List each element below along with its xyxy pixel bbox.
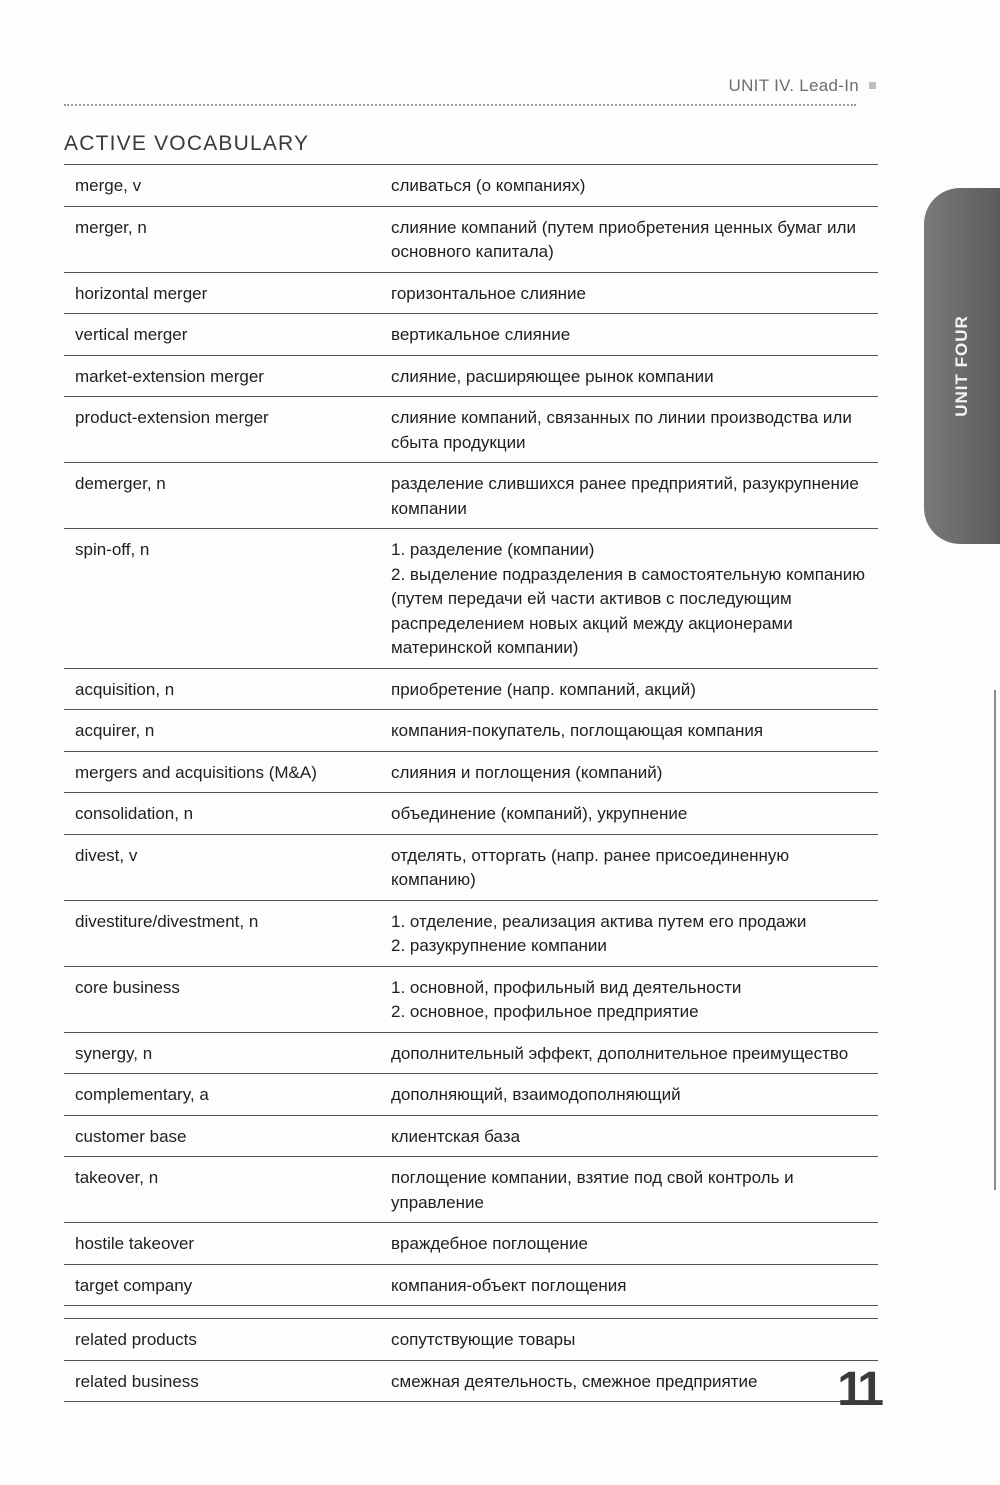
table-row	[64, 1033, 878, 1075]
term: merger, n	[75, 217, 147, 237]
vocabulary-table	[64, 164, 878, 1402]
table-row	[64, 1157, 878, 1223]
square-bullet-icon	[869, 82, 876, 89]
table-row	[64, 1361, 878, 1403]
term: spin-off, n	[75, 540, 150, 559]
definition: разделение слившихся ранее предприятий, разукрупнение компании	[391, 474, 859, 518]
term: synergy, n	[75, 1043, 153, 1063]
table-row	[64, 901, 878, 967]
definition-sense-1: 1. основной, профильный вид деятельности	[391, 977, 742, 997]
term: complementary, a	[75, 1085, 209, 1104]
definition: поглощение компании, взятие под свой контроль и управление	[391, 1168, 794, 1212]
table-row	[64, 397, 878, 463]
definition: отделять, отторгать (напр. ранее присоединенную компанию)	[391, 845, 790, 889]
unit-side-tab	[924, 188, 1000, 544]
table-row	[64, 1318, 878, 1361]
term: related business	[75, 1371, 199, 1391]
table-row	[64, 967, 878, 1033]
definition-sense-2: 2. разукрупнение компании	[391, 936, 607, 955]
table-row	[64, 752, 878, 794]
page-number: 11	[837, 1363, 880, 1416]
unit-side-tab-label: UNIT FOUR	[952, 315, 972, 417]
term: consolidation, n	[75, 804, 194, 823]
term: related products	[75, 1330, 197, 1349]
page-edge-mark	[994, 690, 996, 1190]
definition	[391, 976, 878, 1025]
table-row	[64, 207, 878, 273]
definition	[391, 538, 878, 661]
definition: слияние компаний (путем приобретения ценных бумаг или основного капитала)	[391, 217, 856, 261]
term: divestiture/divestment, n	[75, 911, 259, 931]
term: acquisition, n	[75, 679, 175, 699]
table-row	[64, 463, 878, 529]
term: target company	[75, 1275, 193, 1295]
definition: враждебное поглощение	[391, 1234, 588, 1253]
running-head	[64, 76, 876, 96]
definition: слияния и поглощения (компаний)	[391, 762, 663, 782]
definition: слияние, расширяющее рынок компании	[391, 366, 714, 386]
definition: объединение (компаний), укрупнение	[391, 804, 688, 823]
definition: компания-покупатель, поглощающая компания	[391, 721, 764, 740]
term: divest, v	[75, 845, 138, 865]
term: takeover, n	[75, 1168, 159, 1187]
definition-sense-2: 2. основное, профильное предприятие	[391, 1002, 699, 1021]
definition: сопутствующие товары	[391, 1330, 576, 1349]
section-title: ACTIVE VOCABULARY	[64, 132, 310, 155]
table-row	[64, 669, 878, 711]
term: core business	[75, 977, 180, 997]
definition: смежная деятельность, смежное предприятие	[391, 1371, 758, 1391]
term: customer base	[75, 1126, 187, 1146]
term: product-extension merger	[75, 408, 269, 427]
term: horizontal merger	[75, 283, 208, 303]
definition-sense-2: 2. выделение подразделения в самостоятельную компанию (путем передачи ей части активов с последующим распределением новых акций между акционерами материнской компании)	[391, 564, 866, 657]
table-row	[64, 529, 878, 669]
definition: вертикальное слияние	[391, 325, 571, 344]
table-row	[64, 1116, 878, 1158]
term: acquirer, n	[75, 721, 155, 740]
term: hostile takeover	[75, 1234, 195, 1253]
term: market-extension merger	[75, 366, 264, 386]
table-row	[64, 165, 878, 207]
definition: слияние компаний, связанных по линии производства или сбыта продукции	[391, 408, 852, 452]
definition: горизонтальное слияние	[391, 283, 586, 303]
table-row	[64, 710, 878, 752]
definition: компания-объект поглощения	[391, 1275, 627, 1295]
definition: дополняющий, взаимодополняющий	[391, 1085, 681, 1104]
header-divider	[64, 104, 856, 106]
table-row	[64, 273, 878, 315]
definition-sense-1: 1. отделение, реализация актива путем его продажи	[391, 911, 807, 931]
definition	[391, 910, 878, 959]
table-row	[64, 356, 878, 398]
definition: сливаться (о компаниях)	[391, 176, 586, 195]
table-row	[64, 1265, 878, 1307]
term: merge, v	[75, 176, 142, 195]
definition: клиентская база	[391, 1126, 521, 1146]
definition: приобретение (напр. компаний, акций)	[391, 679, 696, 699]
term: vertical merger	[75, 325, 188, 344]
table-row	[64, 793, 878, 835]
definition-sense-1: 1. разделение (компании)	[391, 540, 595, 559]
definition: дополнительный эффект, дополнительное преимущество	[391, 1043, 849, 1063]
term: mergers and acquisitions (M&A)	[75, 762, 317, 782]
term: demerger, n	[75, 474, 166, 493]
table-row	[64, 1074, 878, 1116]
table-row	[64, 314, 878, 356]
table-row	[64, 835, 878, 901]
table-row	[64, 1223, 878, 1265]
running-head-text: UNIT IV. Lead-In	[728, 76, 859, 95]
